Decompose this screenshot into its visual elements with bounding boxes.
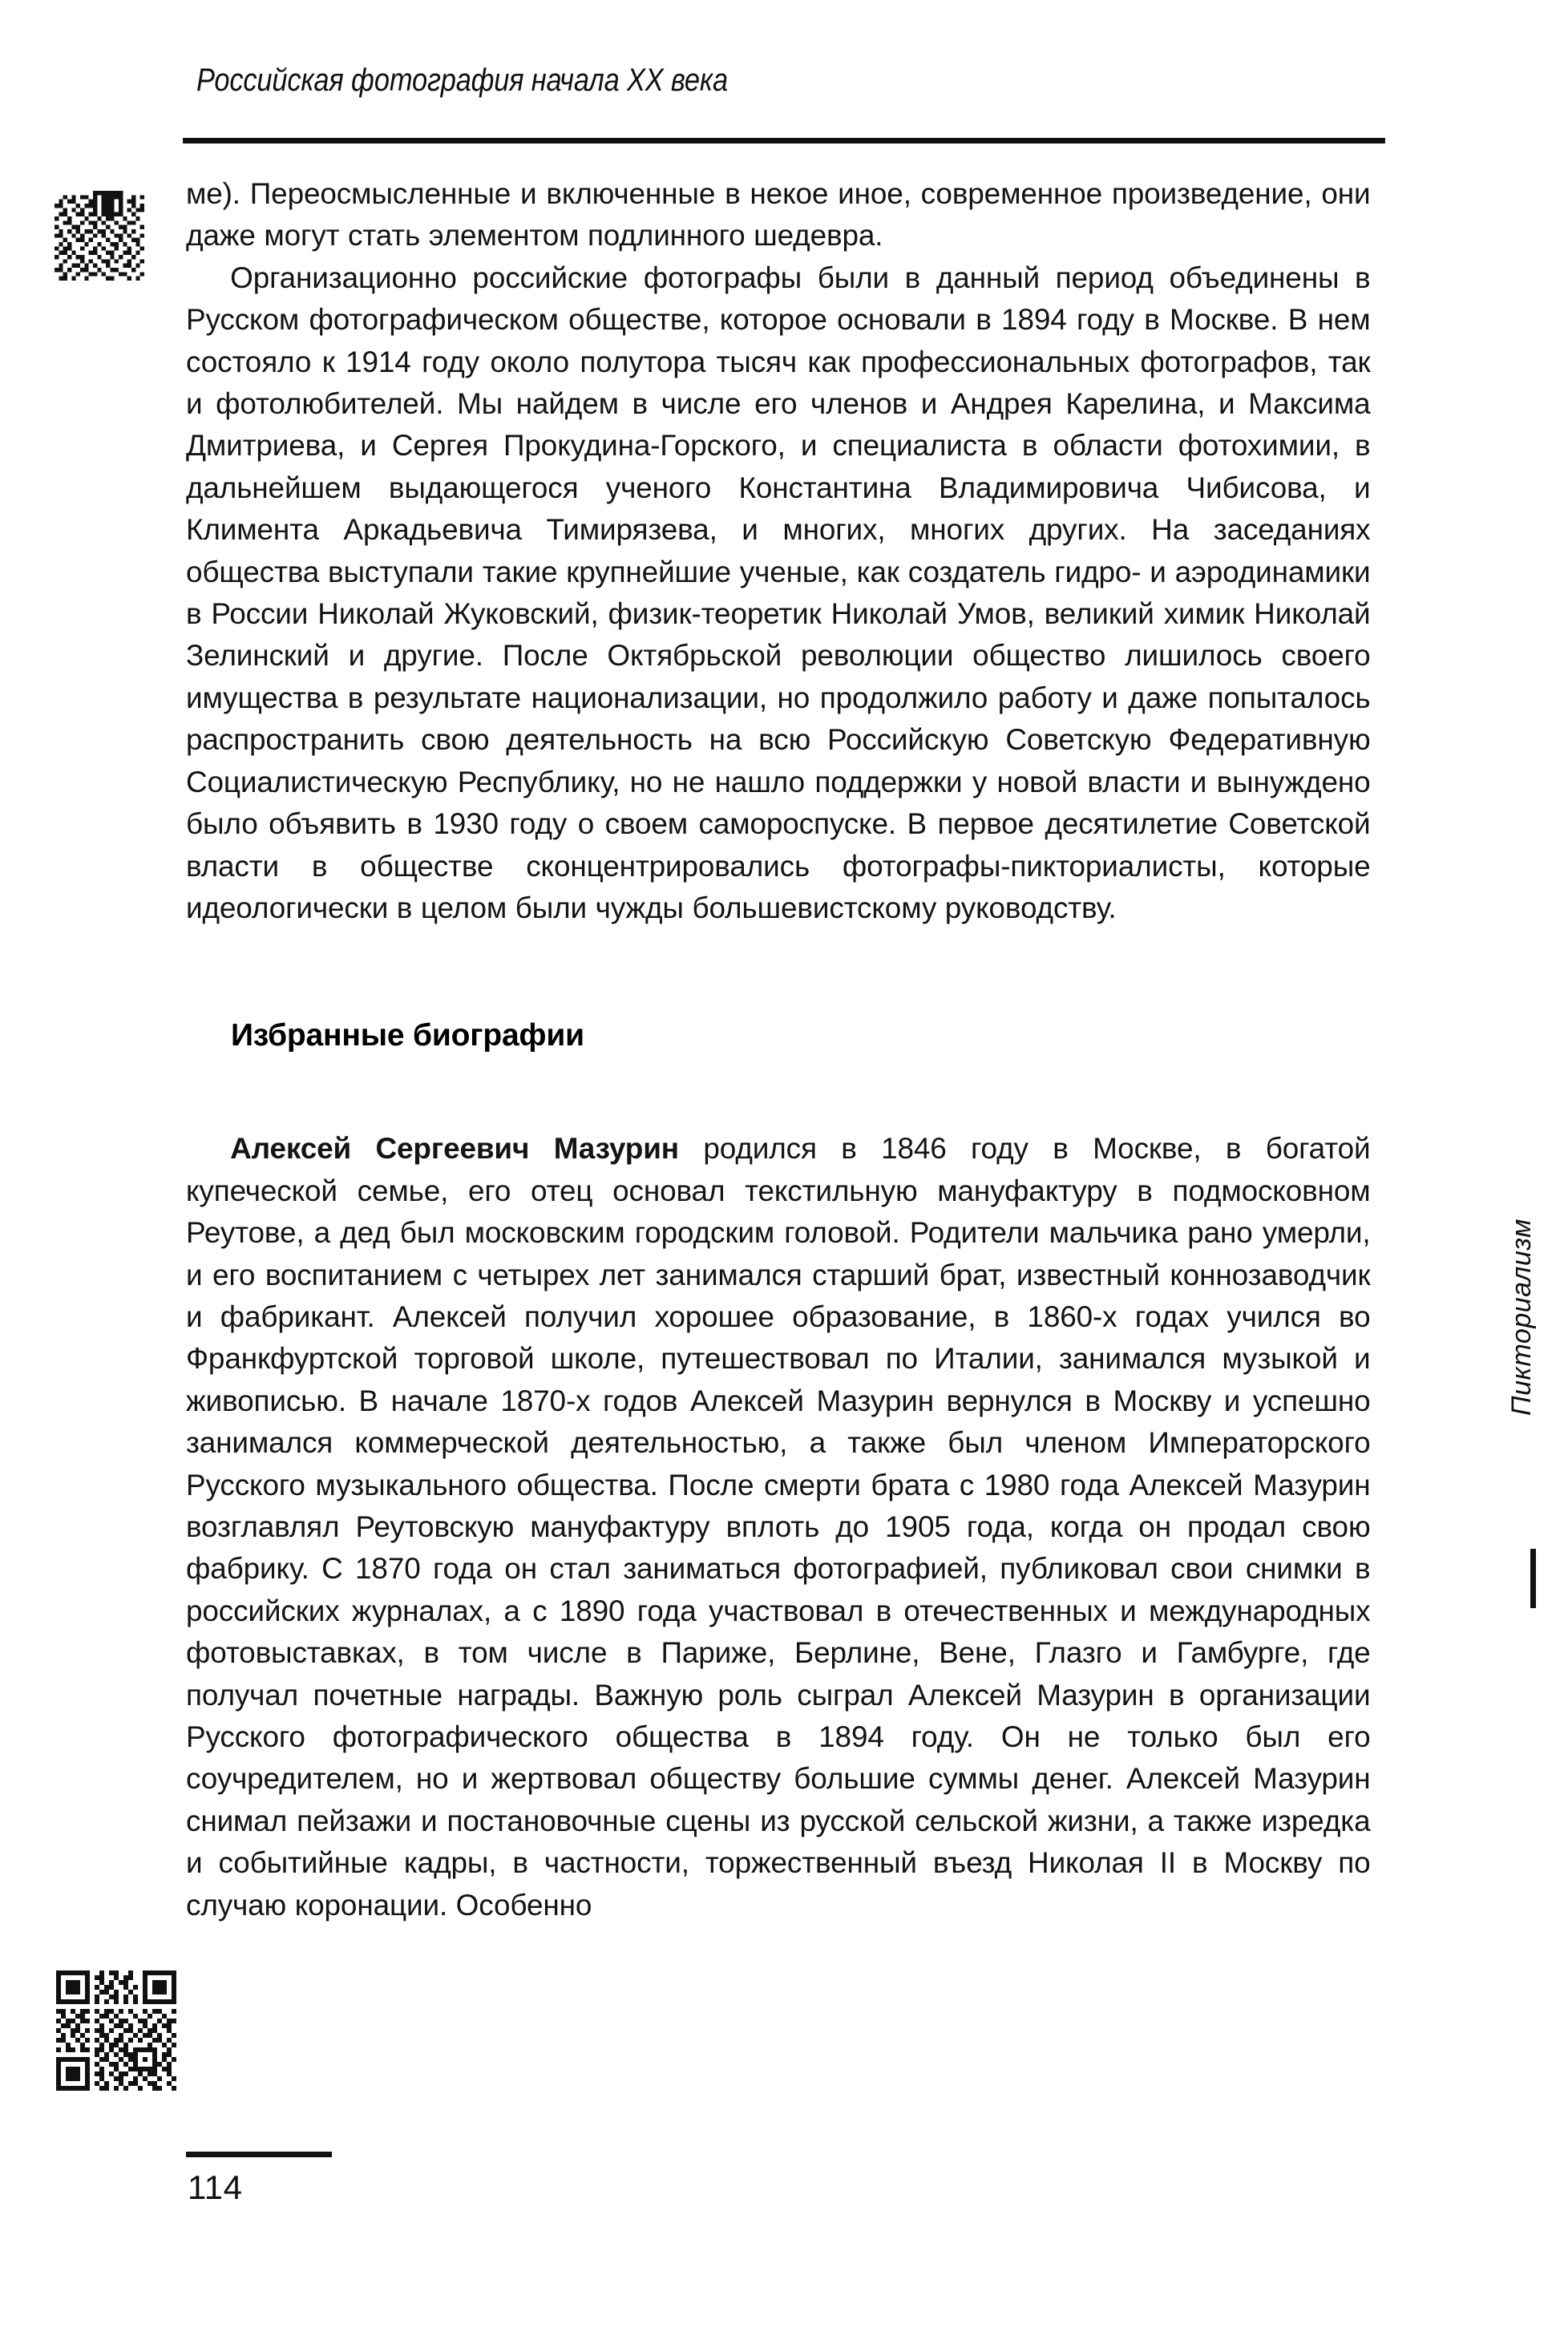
spacer-after-heading — [186, 1057, 1388, 1127]
chapter-side-tab-label: Пикториализм — [1506, 1219, 1537, 1416]
qr-code-top-icon — [55, 191, 144, 281]
biography-subject-name: Алексей Сергеевич Мазурин — [230, 1131, 679, 1166]
qr-code-bottom-icon — [56, 1970, 176, 2091]
header-rule — [183, 138, 1385, 143]
text-column — [186, 172, 1388, 1926]
page-number: 114 — [188, 2168, 243, 2206]
running-head: Российская фотография начала XX века — [196, 63, 728, 98]
section-heading-selected-biographies: Избранные биографии — [231, 1018, 584, 1053]
paragraph-biography-mazurin — [186, 1127, 1371, 1926]
chapter-side-tab-rule — [1530, 1549, 1536, 1608]
biography-body-text: родился в 1846 году в Москве, в богатой купеческой семье, его отец основал текстильную мануфактуру в подмосковном Реутове, а дед был московским городским головой. Родители мальчика рано умерли, и его воспитанием с четырех лет занимался старший брат, известный коннозаводчик и фабрикант. Алексей получил хорошее образование, в 1860-х годах учился во Франкфуртской торговой школе, путешествовал по Италии, занимался музыкой и живописью. В начале 1870-х годов Алексей Мазурин вернулся в Москву и успешно занимался коммерческой деятельностью, а также был членом Императорского Русского музыкального общества. После смерти брата с 1980 года Алексей Мазурин возглавлял Реутовскую мануфактуру вплоть до 1905 года, когда он продал свою фабрику. С 1870 года он стал заниматься фотографией, публиковал свои снимки в российских журналах, а с 1890 года участвовал в отечественных и международных фотовыставках, в том числе в Париже, Берлине, Вене, Глазго и Гамбурге, где получал почетные награды. Важную роль сыграл Алексей Мазурин в организации Русского фотографического общества в 1894 году. Он не только был его соучредителем, но и жертвовал обществу большие суммы денег. Алексей Мазурин снимал пейзажи и постановочные сцены из русской сельской жизни, а также изредка и событийные кадры, в частности, торжественный въезд Николая II в Москву по случаю коронации. Особенно — [186, 1131, 1371, 1922]
paragraph-continuation: ме). Переосмысленные и включенные в некое иное, современное произведение, они даже могут стать элементом подлинного шедевра. — [186, 176, 1371, 253]
spacer-before-heading — [186, 928, 1388, 1015]
chapter-side-tab — [1486, 1219, 1538, 1587]
footer-rule — [186, 2152, 332, 2157]
paragraph-organizational: Организационно российские фотографы были в данный период объединены в Русском фотографическом обществе, которое основали в 1894 году в Москве. В нем состояло к 1914 году около полутора тысяч как профессиональных фотографов, так и фотолюбителей. Мы найдем в числе его членов и Андрея Карелина, и Максима Дмитриева, и Сергея Прокудина-Горского, и специалиста в области фотохимии, в дальнейшем выдающегося ученого Константина Владимировича Чибисова, и Климента Аркадьевича Тимирязева, и многих, многих других. На заседаниях общества выступали такие крупнейшие ученые, как создатель гидро- и аэродинамики в России Николай Жуковский, физик-теоретик Николай Умов, великий химик Николай Зелинский и другие. После Октябрьской революции общество лишилось своего имущества в результате национализации, но продолжило работу и даже попыталось распространить свою деятельность на всю Российскую Советскую Федеративную Социалистическую Республику, но не нашло поддержки у новой власти и вынуждено было объявить в 1930 году о своем самороспуске. В первое десятилетие Советской власти в обществе сконцентрировались фотографы-пикториалисты, которые идеологически в целом были чужды большевистскому руководству. — [186, 260, 1371, 924]
